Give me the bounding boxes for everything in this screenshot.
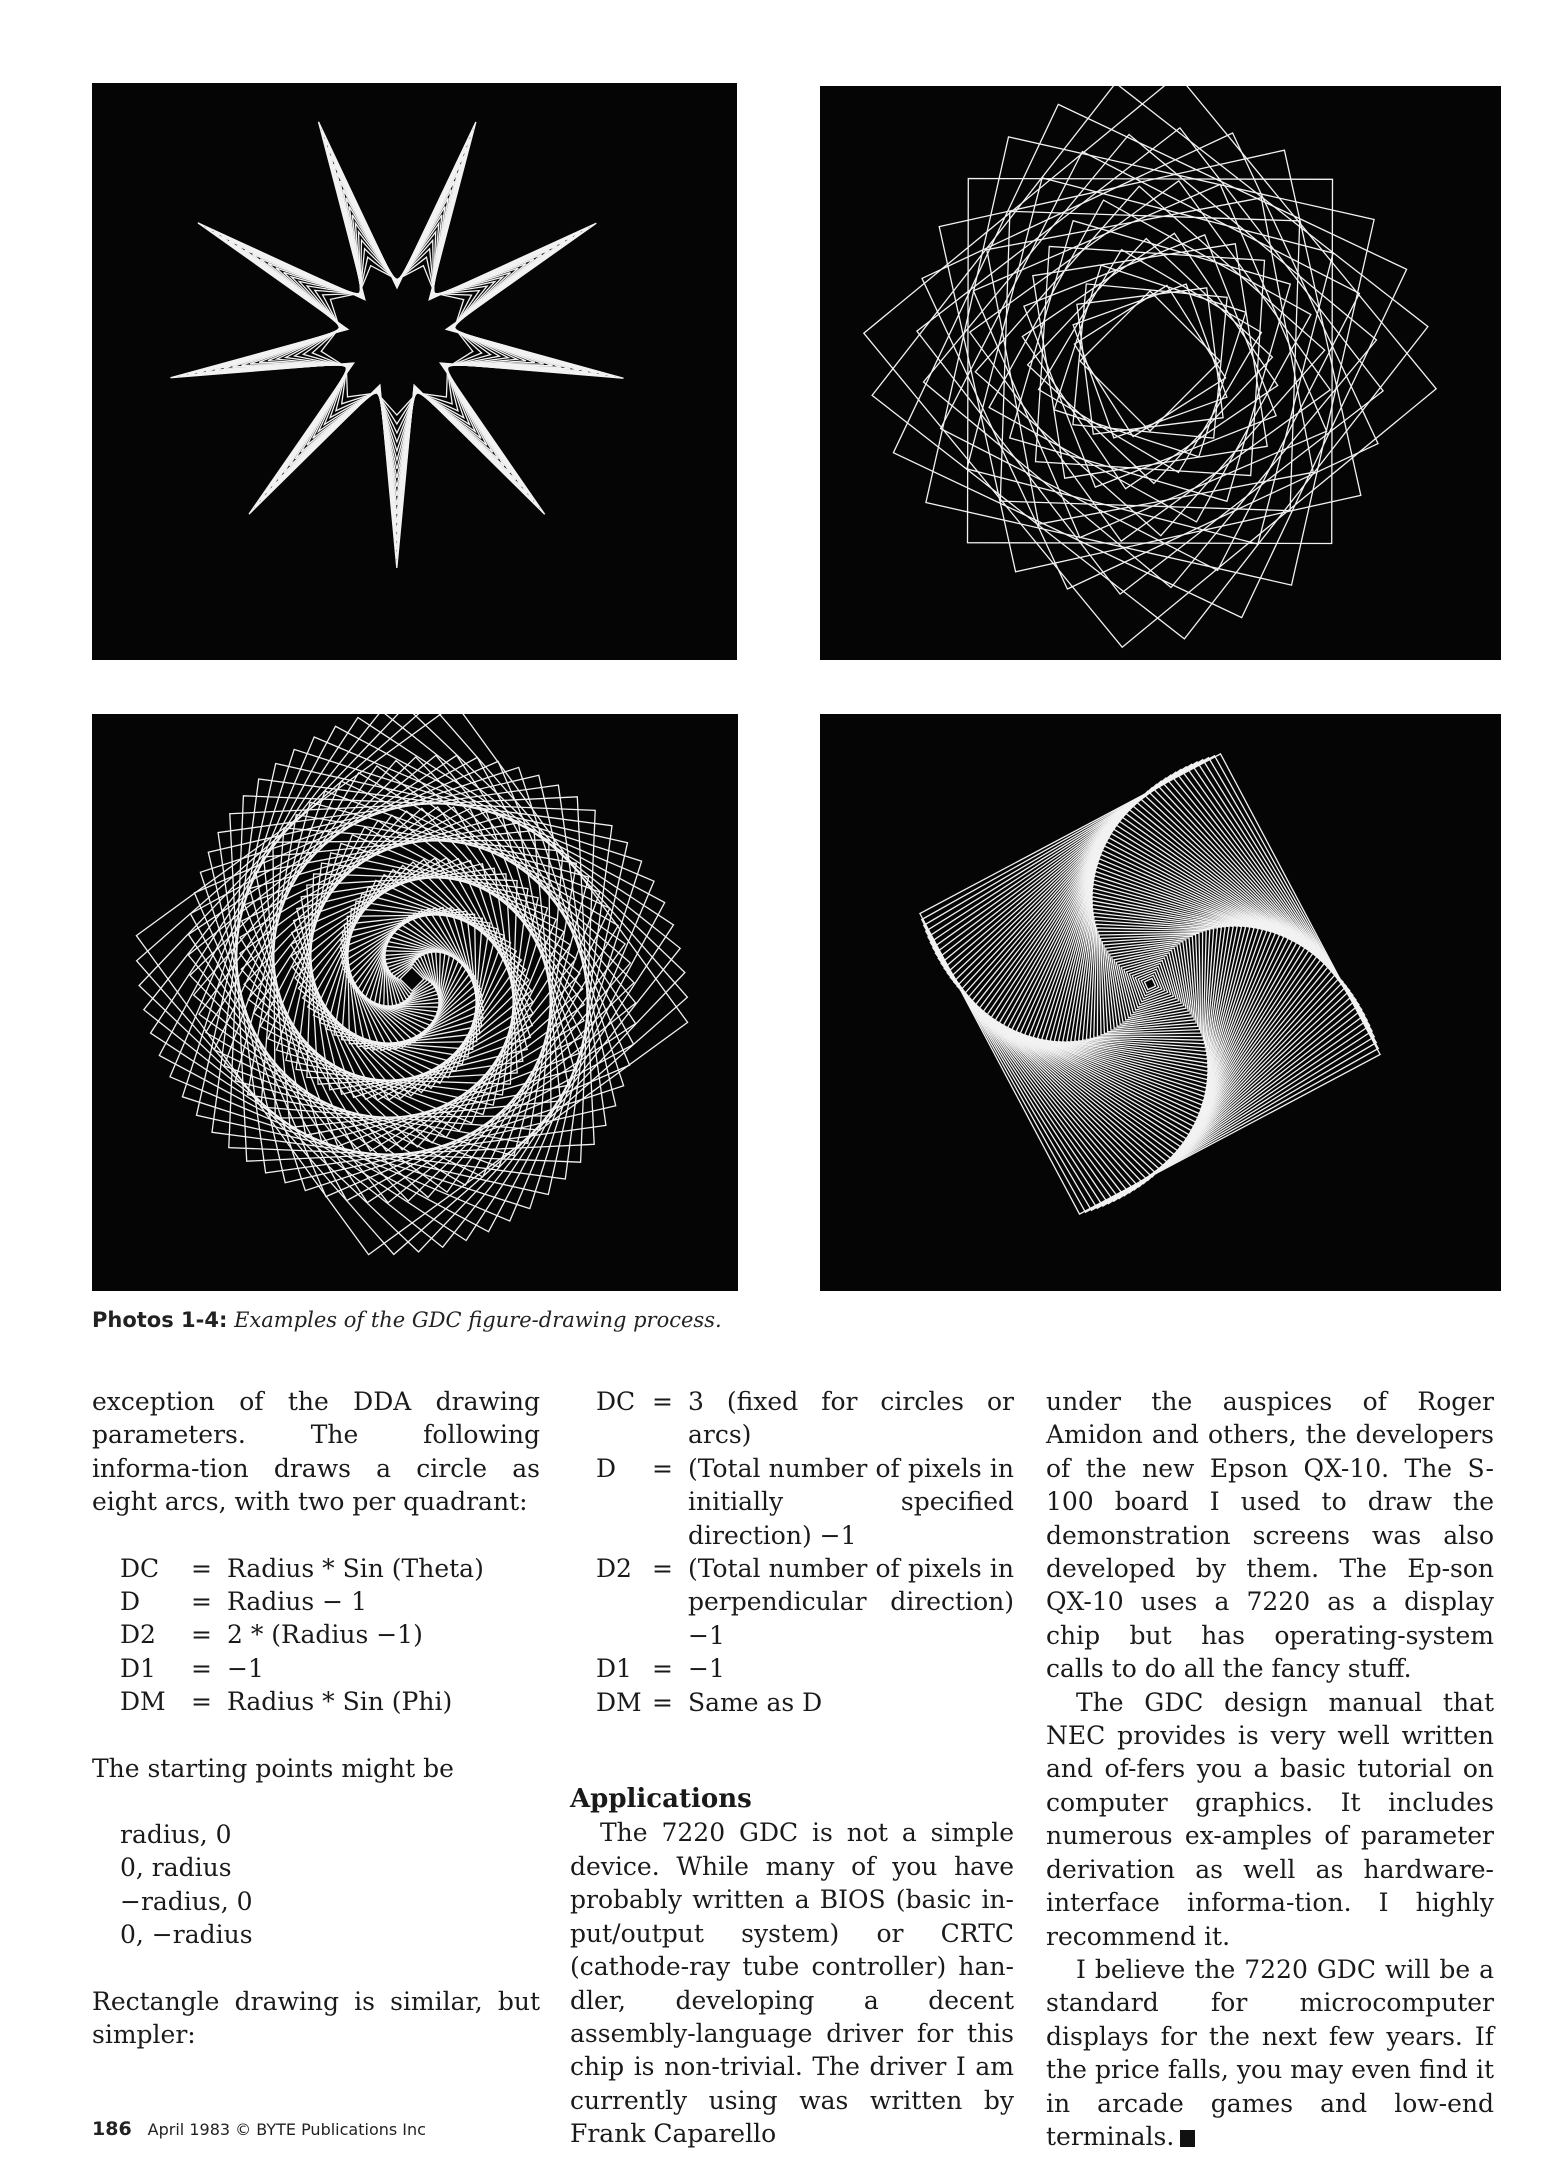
spiral-square [334, 901, 490, 1057]
nested-square [1059, 893, 1242, 1076]
nested-square [935, 769, 1364, 1198]
nested-square [995, 829, 1305, 1139]
nested-square [928, 762, 1372, 1206]
spiral-square [400, 967, 424, 991]
nested-square [964, 798, 1336, 1170]
square-outline [1080, 291, 1220, 431]
nested-square [950, 784, 1349, 1183]
spiral-square [245, 812, 580, 1147]
square-outline [1077, 288, 1223, 434]
square-outline [939, 150, 1361, 572]
nested-square [938, 772, 1362, 1196]
nested-square [1127, 961, 1174, 1008]
end-mark [1180, 2130, 1195, 2147]
nested-square [1116, 950, 1183, 1017]
spiral-square [308, 875, 517, 1084]
nested-square [1090, 924, 1210, 1044]
square-outline [1033, 244, 1267, 478]
nested-square [1101, 935, 1200, 1034]
spiral-square [248, 815, 577, 1144]
nested-square [1004, 838, 1297, 1131]
spiral-square [341, 908, 483, 1050]
spiral-square [342, 909, 483, 1050]
square-outline [975, 186, 1324, 535]
spiral-square [197, 764, 628, 1195]
square-outline [1039, 250, 1262, 473]
spiral-square [264, 831, 561, 1128]
photo-4-nested-squares [820, 714, 1501, 1291]
paragraph: The starting points might be [92, 1753, 454, 1783]
spiral-square [151, 718, 674, 1241]
square-outline [1074, 285, 1225, 436]
square-outline [970, 181, 1330, 541]
nested-square [1141, 975, 1159, 993]
spiral-square [229, 796, 595, 1162]
spiral-square [224, 791, 600, 1167]
nested-square [1086, 920, 1213, 1047]
paragraph: exception of the DDA drawing parameters. The following informa-tion draws a circle as eight arcs, with two per quadrant: [92, 1387, 540, 1517]
spiral-square [190, 757, 633, 1200]
nested-square [957, 791, 1343, 1177]
square-outline [967, 178, 1333, 544]
nested-square [1108, 942, 1193, 1027]
nested-square [930, 764, 1369, 1203]
column-3 [1046, 1385, 1494, 2153]
spiral-square [268, 835, 556, 1123]
paragraph: Rectangle drawing is similar, but simpler: [92, 1986, 540, 2050]
photo-1-star [92, 83, 737, 660]
square-outline [1073, 284, 1227, 438]
nested-square [1104, 938, 1196, 1030]
square-outline [1073, 284, 1227, 438]
photo-3-square-spiral [92, 714, 738, 1291]
nested-square [1114, 948, 1186, 1020]
square-outline [1024, 235, 1276, 487]
star-outline [197, 147, 597, 541]
square-outline [989, 200, 1311, 522]
spiral-square [349, 916, 475, 1042]
nested-square [972, 806, 1329, 1163]
spiral-square [341, 908, 483, 1050]
spiral-square [342, 909, 482, 1049]
square-outline [1010, 221, 1291, 502]
paragraph: I believe the 7220 GDC will be a standard for microcomputer displays for the next few years. If the price falls, you may even find it in arcade games and low-end terminals. [1046, 1954, 1494, 2151]
square-outline [926, 137, 1374, 585]
star-outline [188, 139, 606, 550]
nested-square [975, 809, 1324, 1158]
square-outline [917, 128, 1383, 594]
rectangle-parameters: DC = 3 (fixed for circles or arcs) D = (Total number of pixels in initially specified direction) −1 D2 = (Total number of pixels in perpendicular direction) −1 D1 = −1 DM = Same as D [596, 1387, 1014, 1717]
nested-square [922, 756, 1379, 1213]
section-heading: Applications [570, 1784, 752, 1815]
column-2 [570, 1385, 1014, 2151]
column-1 [92, 1385, 540, 2052]
star-outline [215, 164, 579, 523]
starting-points: radius, 0 0, radius −radius, 0 0, −radius [120, 1820, 253, 1950]
spiral-square [273, 840, 551, 1118]
star-outline [224, 173, 571, 514]
page-footer: 186 April 1983 © BYTE Publications Inc [92, 2118, 426, 2140]
spiral-square [297, 864, 527, 1094]
nested-square [1124, 958, 1176, 1010]
nested-square [944, 778, 1356, 1190]
photo-2-rotating-squares [820, 86, 1501, 660]
paragraph: under the auspices of Roger Amidon and others, the developers of the new Epson QX-10. The S-100 board I used to draw the demonstration screens was also developed by them. The Ep-son QX-10 uses a 7220 as a display chip but has operating-system calls to do all the fancy stuff. [1046, 1387, 1494, 1684]
nested-square [1138, 972, 1162, 996]
spiral-square [347, 914, 476, 1043]
square-outline [893, 104, 1406, 617]
star-outline [233, 181, 562, 505]
photo-caption: Photos 1-4: Examples of the GDC figure-drawing process. [92, 1308, 722, 1332]
spiral-square [353, 920, 472, 1039]
square-outline [864, 86, 1436, 647]
paragraph: The GDC design manual that NEC provides is very well written and of-fers you a basic tutorial on computer graphics. It includes numerous ex-amples of parameter derivation as well as hardware-interface informa-tion. I highly recommend it. [1046, 1687, 1494, 1951]
square-outline [1028, 239, 1273, 484]
spiral-square [301, 868, 523, 1090]
spiral-square [182, 749, 641, 1208]
nested-square [920, 754, 1380, 1214]
circle-parameters: DC = Radius * Sin (Theta) D = Radius − 1 D2 = 2 * (Radius −1) D1 = −1 DM = Radius * Sin (Phi) [120, 1553, 484, 1717]
spiral-square [342, 909, 482, 1049]
square-outline [968, 179, 1333, 544]
paragraph: The 7220 GDC is not a simple device. While many of you have probably written a BIOS (basic in-put/output system) or CRTC (cathode-ray tube controller) han-dler, developing a decent assembly-language driver for this chip is non-trivial. The driver I am currently using was written by Frank Caparello [570, 1818, 1014, 2149]
nested-square [926, 760, 1375, 1209]
square-outline [1054, 265, 1246, 457]
nested-square [983, 817, 1317, 1151]
spiral-square [320, 887, 504, 1071]
nested-square [1144, 978, 1155, 989]
